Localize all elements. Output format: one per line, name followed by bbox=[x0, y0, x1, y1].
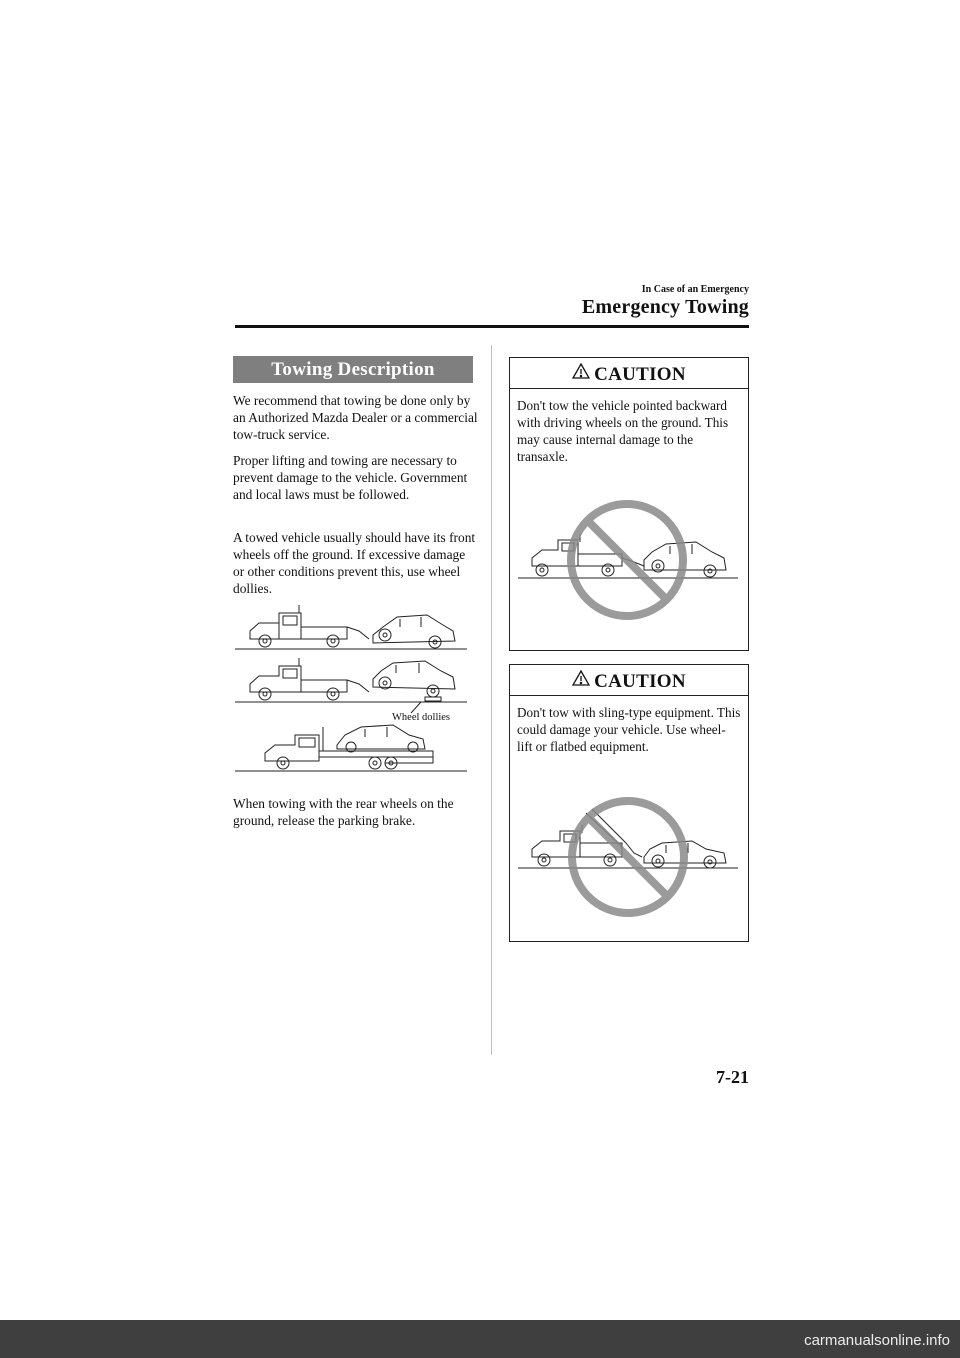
paragraph-lifting: Proper lifting and towing are necessary to prevent damage to the vehicle. Government and local laws must be followed. bbox=[233, 453, 468, 502]
backward-tow-prohibited-illustration bbox=[510, 492, 748, 642]
page-title: Emergency Towing bbox=[581, 296, 749, 318]
caution-text: Don't tow the vehicle pointed backward with driving wheels on the ground. This may cause internal damage to the transaxle. bbox=[517, 398, 729, 464]
footer-site-link[interactable]: carmanualsonline.info bbox=[804, 1332, 950, 1349]
towed-car-1 bbox=[373, 615, 455, 648]
paragraph-recommend: We recommend that towing be done only by an Authorized Mazda Dealer or a commercial tow-truck service. bbox=[233, 393, 478, 442]
caution-heading: CAUTION bbox=[594, 671, 686, 692]
towing-methods-illustration bbox=[235, 605, 475, 777]
section-label: In Case of an Emergency bbox=[641, 284, 749, 295]
towing-description-banner: Towing Description bbox=[233, 356, 473, 383]
caution-box-backward bbox=[509, 357, 749, 651]
caution-text: Don't tow with sling-type equipment. This could damage your vehicle. Use wheel-lift or flatbed equipment. bbox=[517, 705, 741, 754]
caution-header bbox=[510, 358, 748, 389]
tow-truck-dollies bbox=[235, 658, 467, 702]
paragraph-front-wheels: A towed vehicle usually should have its front wheels off the ground. If excessive damage or other conditions prevent this, use wheel dollies. bbox=[233, 530, 476, 596]
tow-truck-wheel-lift bbox=[235, 605, 467, 649]
page-number: 7-21 bbox=[716, 1067, 749, 1087]
car-on-flatbed bbox=[337, 725, 425, 752]
caution-header bbox=[510, 665, 748, 696]
sling-tow-prohibited-illustration bbox=[510, 773, 748, 933]
paragraph-parking-brake: When towing with the rear wheels on the ground, release the parking brake. bbox=[233, 796, 454, 828]
caution-heading: CAUTION bbox=[594, 364, 686, 385]
wheel-dollies-label: Wheel dollies bbox=[392, 712, 451, 723]
warning-triangle-icon bbox=[572, 357, 590, 391]
warning-triangle-icon bbox=[572, 664, 590, 698]
column-divider bbox=[491, 345, 492, 1055]
prohibition-icon bbox=[571, 504, 683, 616]
caution-box-sling bbox=[509, 664, 749, 942]
towed-car-2 bbox=[373, 661, 455, 713]
header-rule bbox=[235, 325, 749, 328]
